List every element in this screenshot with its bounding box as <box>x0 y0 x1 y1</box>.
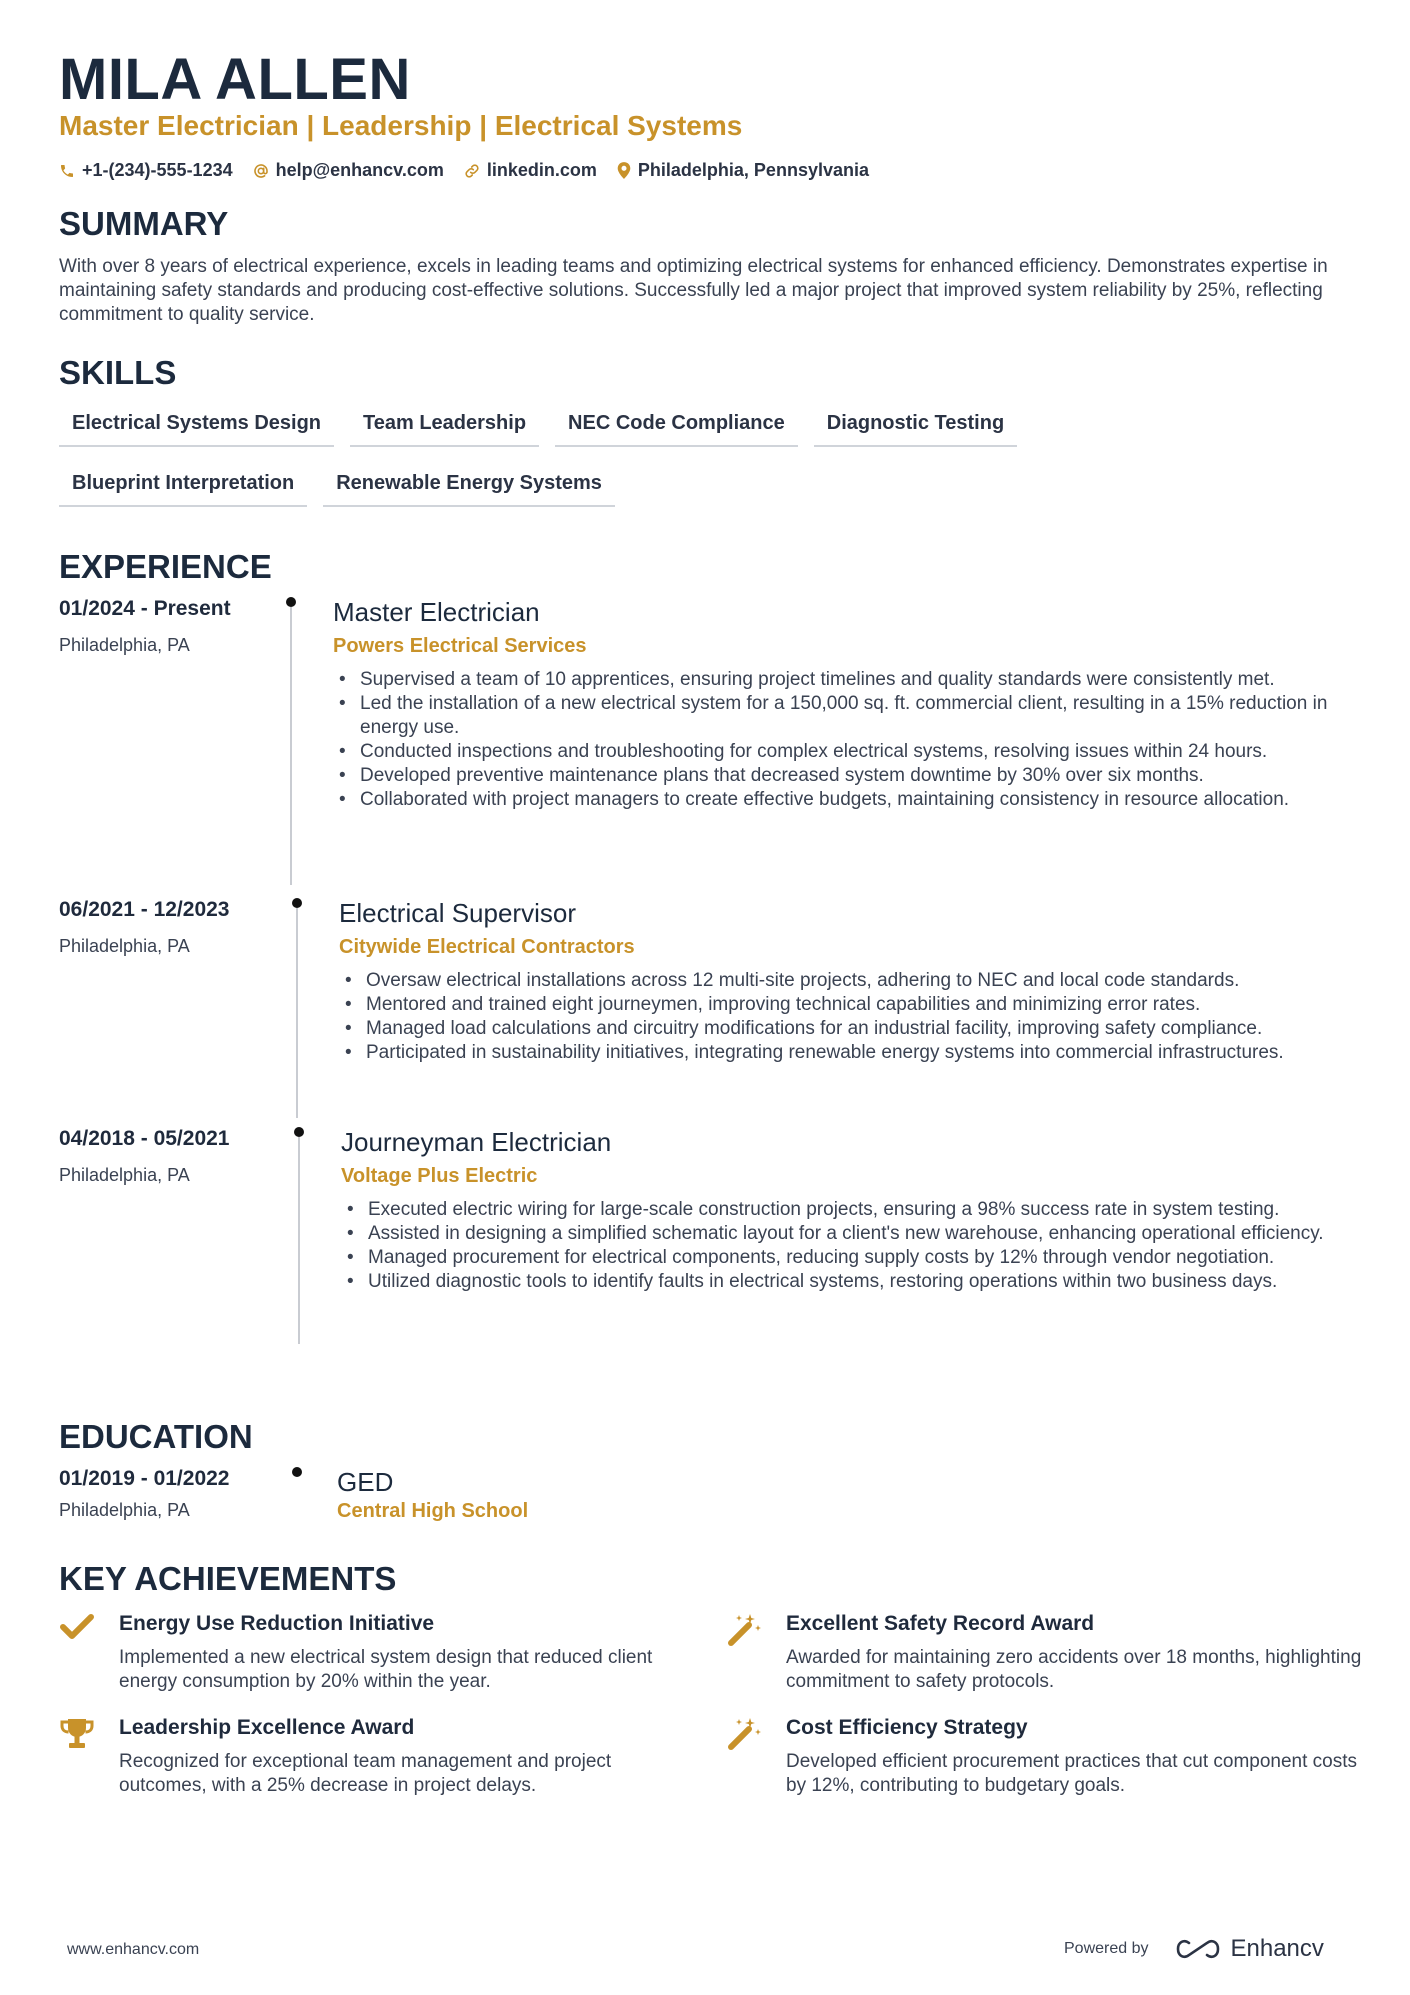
timeline-line <box>296 908 298 1118</box>
skills-row-1 <box>59 412 1033 447</box>
timeline-dot <box>294 1127 304 1137</box>
experience-bullet: • Managed procurement for electrical components, reducing supply costs by 12% through vendor negotiation. <box>341 1246 1371 1270</box>
summary-text: With over 8 years of electrical experience, excels in leading teams and optimizing electrical systems for enhanced efficiency. Demonstrates expertise in maintaining safety standards and producing cost-effective solutions. Successfully led a major project that improved system reliability by 25%, reflecting commitment to quality service. <box>59 256 1328 325</box>
experience-bullets <box>339 969 1369 1065</box>
experience-company: Voltage Plus Electric <box>341 1165 538 1187</box>
skill-tag: Renewable Energy Systems <box>323 472 615 507</box>
contact-bar <box>59 160 889 181</box>
phone-icon <box>59 163 75 179</box>
contact-linkedin[interactable] <box>464 160 597 181</box>
contact-phone <box>59 160 233 181</box>
experience-role: Master Electrician <box>333 597 540 627</box>
experience-bullets <box>333 668 1368 812</box>
experience-dates: 01/2024 - Present <box>59 597 231 620</box>
experience-bullet: • Oversaw electrical installations across 12 multi-site projects, adhering to NEC and local code standards. <box>339 969 1369 993</box>
experience-bullet: • Participated in sustainability initiatives, integrating renewable energy systems into commercial infrastructures. <box>339 1041 1369 1065</box>
magic-wand-icon <box>726 1716 762 1752</box>
timeline-dot <box>286 597 296 607</box>
summary-heading: SUMMARY <box>59 205 229 242</box>
experience-bullets <box>341 1198 1371 1294</box>
contact-email[interactable] <box>253 160 444 181</box>
linkedin-text: linkedin.com <box>486 160 597 180</box>
email-text: help@enhancv.com <box>275 160 444 180</box>
location-text: Philadelphia, Pennsylvania <box>637 160 869 180</box>
education-dates: 01/2019 - 01/2022 <box>59 1467 230 1490</box>
achievement-title: Excellent Safety Record Award <box>786 1612 1095 1635</box>
timeline-line <box>290 607 292 885</box>
education-degree: GED <box>337 1467 394 1497</box>
experience-company: Citywide Electrical Contractors <box>339 936 635 958</box>
experience-location: Philadelphia, PA <box>59 1165 190 1185</box>
phone-text: +1-(234)-555-1234 <box>82 160 233 180</box>
timeline-line <box>298 1137 300 1344</box>
skill-tag: Team Leadership <box>350 412 539 447</box>
skill-tag: Diagnostic Testing <box>814 412 1017 447</box>
achievement-desc: Developed efficient procurement practices that cut component costs by 12%, contributing to budgetary goals. <box>786 1751 1358 1796</box>
link-icon <box>464 163 480 179</box>
experience-bullet: • Mentored and trained eight journeymen, improving technical capabilities and minimizing error rates. <box>339 993 1369 1017</box>
experience-role: Journeyman Electrician <box>341 1127 612 1157</box>
timeline-dot <box>292 898 302 908</box>
experience-location: Philadelphia, PA <box>59 635 190 655</box>
footer-branding <box>1064 1935 1324 1963</box>
experience-bullet: • Managed load calculations and circuitry modifications for an industrial facility, improving safety compliance. <box>339 1017 1369 1041</box>
location-pin-icon <box>617 162 631 179</box>
achievement-title: Cost Efficiency Strategy <box>786 1716 1028 1739</box>
experience-dates: 06/2021 - 12/2023 <box>59 898 230 921</box>
education-item <box>59 1467 1359 1537</box>
experience-company: Powers Electrical Services <box>333 635 587 657</box>
footer-website[interactable]: www.enhancv.com <box>67 1941 200 1958</box>
check-icon <box>59 1612 95 1642</box>
experience-bullet: • Developed preventive maintenance plans that decreased system downtime by 30% over six months. <box>333 764 1368 788</box>
achievements-heading: KEY ACHIEVEMENTS <box>59 1560 397 1597</box>
experience-bullet: • Executed electric wiring for large-scale construction projects, ensuring a 98% success rate in system testing. <box>341 1198 1371 1222</box>
at-icon <box>253 163 269 179</box>
experience-location: Philadelphia, PA <box>59 936 190 956</box>
education-location: Philadelphia, PA <box>59 1500 190 1520</box>
experience-bullet: • Assisted in designing a simplified schematic layout for a client's new warehouse, enhancing operational efficiency. <box>341 1222 1371 1246</box>
experience-bullet: • Collaborated with project managers to create effective budgets, maintaining consistency in resource allocation. <box>333 788 1368 812</box>
skills-heading: SKILLS <box>59 354 177 391</box>
experience-role: Electrical Supervisor <box>339 898 576 928</box>
enhancv-logo-icon <box>1175 1937 1221 1961</box>
experience-bullet: • Led the installation of a new electrical system for a 150,000 sq. ft. commercial client, resulting in a 15% reduction in energy use. <box>333 692 1368 740</box>
timeline-dot <box>292 1467 302 1477</box>
skill-tag: NEC Code Compliance <box>555 412 798 447</box>
achievement-title: Leadership Excellence Award <box>119 1716 415 1739</box>
trophy-icon <box>59 1716 95 1752</box>
skill-tag: Blueprint Interpretation <box>59 472 307 507</box>
experience-heading: EXPERIENCE <box>59 548 272 585</box>
brand-name: Enhancv <box>1230 1935 1324 1962</box>
achievement-desc: Awarded for maintaining zero accidents over 18 months, highlighting commitment to safety protocols. <box>786 1647 1362 1692</box>
skills-row-2 <box>59 472 631 507</box>
skill-tag: Electrical Systems Design <box>59 412 334 447</box>
experience-item <box>59 1127 1359 1397</box>
education-heading: EDUCATION <box>59 1418 253 1455</box>
experience-dates: 04/2018 - 05/2021 <box>59 1127 230 1150</box>
brand-logo[interactable] <box>1175 1935 1324 1963</box>
achievement-title: Energy Use Reduction Initiative <box>119 1612 435 1635</box>
magic-wand-icon <box>726 1612 762 1648</box>
experience-item <box>59 898 1359 1120</box>
contact-location <box>617 160 869 181</box>
education-school: Central High School <box>337 1500 529 1522</box>
experience-bullet: • Utilized diagnostic tools to identify faults in electrical systems, restoring operations within two business days. <box>341 1270 1371 1294</box>
powered-by-label: Powered by <box>1064 1940 1149 1957</box>
achievement-desc: Implemented a new electrical system design that reduced client energy consumption by 20% within the year. <box>119 1647 653 1692</box>
experience-item <box>59 597 1359 887</box>
candidate-title: Master Electrician | Leadership | Electrical Systems <box>59 110 743 141</box>
achievement-desc: Recognized for exceptional team management and project outcomes, with a 25% decrease in project delays. <box>119 1751 612 1796</box>
experience-bullet: • Conducted inspections and troubleshooting for complex electrical systems, resolving issues within 24 hours. <box>333 740 1368 764</box>
experience-bullet: • Supervised a team of 10 apprentices, ensuring project timelines and quality standards were consistently met. <box>333 668 1368 692</box>
candidate-name: MILA ALLEN <box>59 47 411 112</box>
